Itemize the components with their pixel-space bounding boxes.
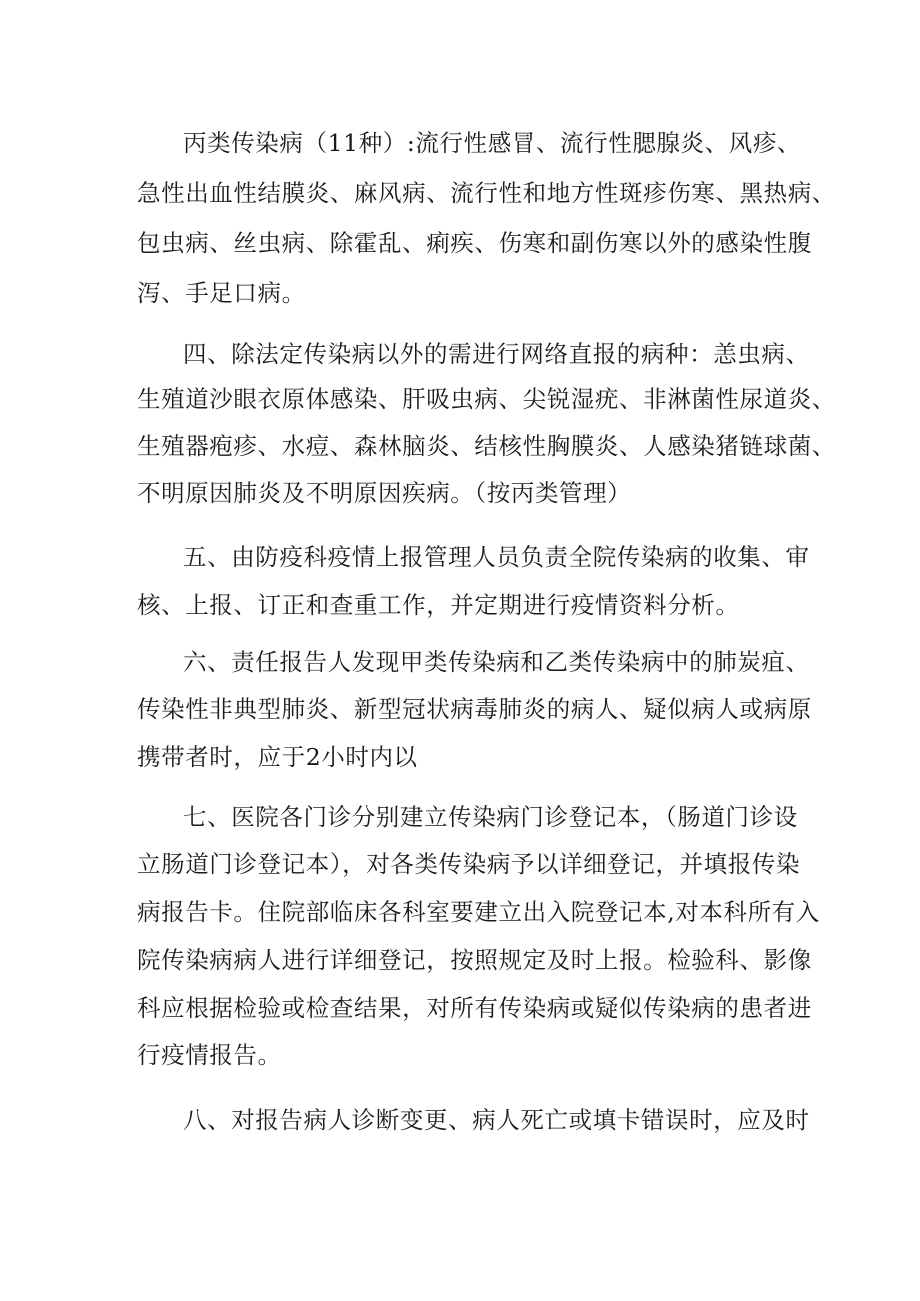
paragraph-seven-line-6: 行疫情报告。	[137, 1041, 282, 1069]
paragraph-four-line-1: 四、除法定传染病以外的需进行网络直报的病种：恙虫病、	[183, 340, 810, 368]
paragraph-eight-line-1: 八、对报告病人诊断变更、病人死亡或填卡错误时，应及时	[183, 1106, 810, 1134]
paragraph-seven-line-4: 院传染病病人进行详细登记，按照规定及时上报。检验科、影像	[137, 946, 812, 974]
paragraph-seven-line-2: 立肠道门诊登记本），对各类传染病予以详细登记，并填报传染	[137, 850, 801, 878]
paragraph-class-c-line-4: 泻、手足口病。	[137, 279, 306, 307]
paragraph-seven-line-5: 科应根据检验或检查结果，对所有传染病或疑似传染病的患者进	[137, 994, 812, 1022]
paragraph-seven-line-3: 病报告卡。住院部临床各科室要建立出入院登记本,对本科所有入	[137, 898, 820, 926]
paragraph-five-line-2: 核、上报、订正和查重工作，并定期进行疫情资料分析。	[137, 591, 740, 619]
paragraph-five-line-1: 五、由防疫科疫情上报管理人员负责全院传染病的收集、审	[183, 543, 810, 571]
paragraph-class-c-line-2: 急性出血性结膜炎、麻风病、流行性和地方性斑疹伤寒、黑热病、	[137, 179, 836, 207]
paragraph-class-c-line-3: 包虫病、丝虫病、除霍乱、痢疾、伤寒和副伤寒以外的感染性腹	[137, 229, 812, 257]
paragraph-four-line-4: 不明原因肺炎及不明原因疾病。（按丙类管理）	[137, 479, 632, 507]
paragraph-six-line-3: 携带者时，应于2小时内以	[137, 743, 418, 771]
paragraph-six-line-2: 传染性非典型肺炎、新型冠状病毒肺炎的病人、疑似病人或病原	[137, 695, 812, 723]
paragraph-seven-line-1: 七、医院各门诊分别建立传染病门诊登记本，（肠道门诊设	[183, 803, 798, 831]
paragraph-four-line-3: 生殖器疱疹、水痘、森林脑炎、结核性胸膜炎、人感染猪链球菌、	[137, 432, 836, 460]
paragraph-four-line-2: 生殖道沙眼衣原体感染、肝吸虫病、尖锐湿疣、非淋菌性尿道炎、	[137, 385, 836, 413]
paragraph-six-line-1: 六、责任报告人发现甲类传染病和乙类传染病中的肺炭疽、	[183, 648, 810, 676]
paragraph-class-c-line-1: 丙类传染病（11种）:流行性感冒、流行性腮腺炎、风疹、	[183, 129, 802, 157]
